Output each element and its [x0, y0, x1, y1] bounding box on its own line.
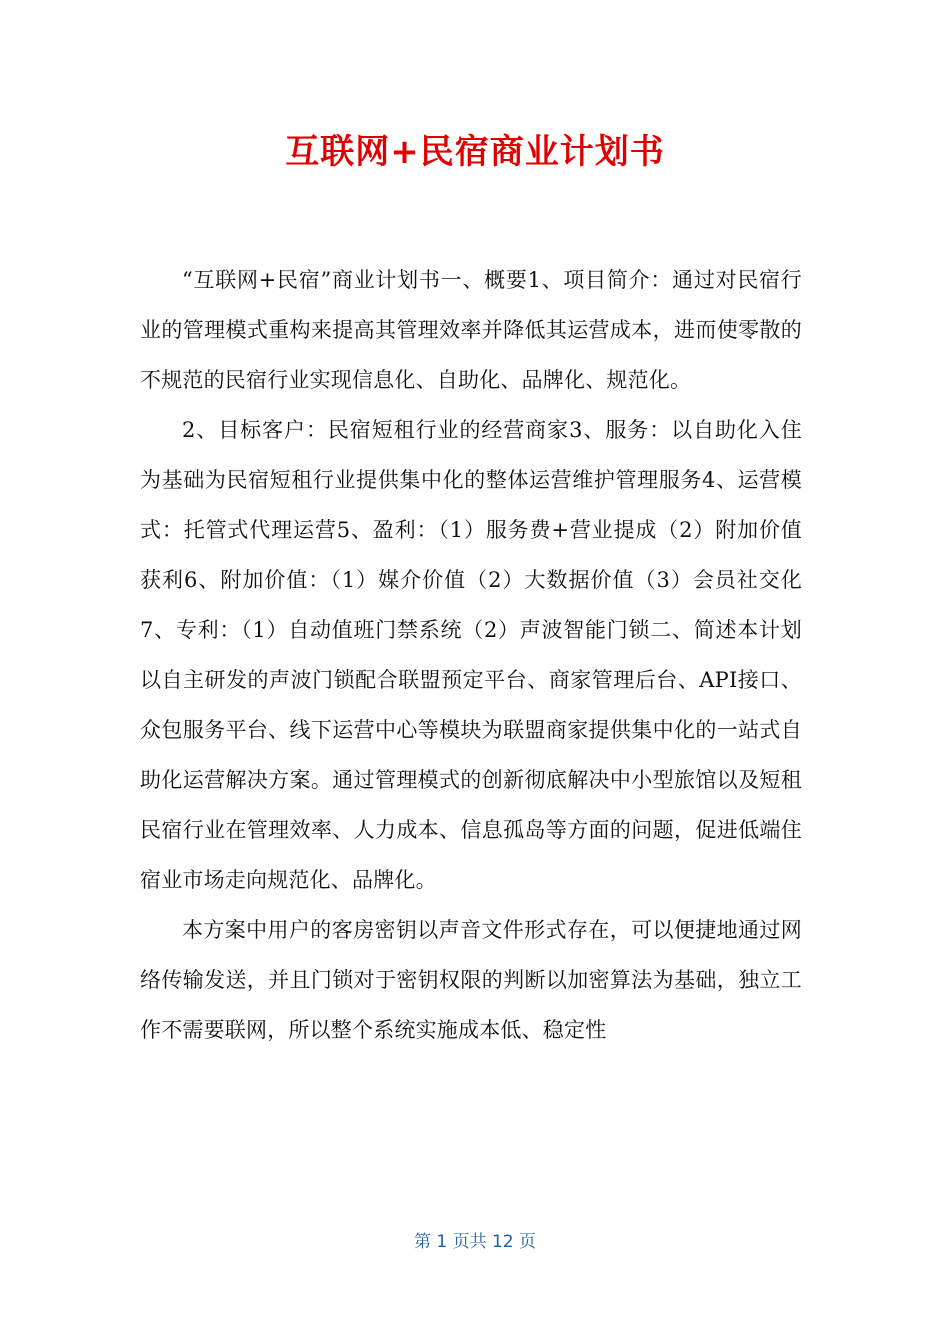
paragraph-key-description: 本方案中用户的客房密钥以声音文件形式存在，可以便捷地通过网络传输发送，并且门锁对于密钥权限的判断以加密算法为基础，独立工作不需要联网，所以整个系统实施成本低、稳定性: [140, 918, 802, 1042]
document-body: [140, 255, 802, 1055]
paragraph-summary: “互联网+民宿”商业计划书一、概要1、项目简介：通过对民宿行业的管理模式重构来提高其管理效率并降低其运营成本，进而使零散的不规范的民宿行业实现信息化、自助化、品牌化、规范化。: [140, 268, 802, 392]
document-title: 互联网+民宿商业计划书: [285, 132, 665, 172]
page-number-footer: 第 1 页共 12 页: [413, 1232, 537, 1252]
paragraph-details: 2、目标客户：民宿短租行业的经营商家3、服务：以自助化入住为基础为民宿短租行业提供集中化的整体运营维护管理服务4、运营模式：托管式代理运营5、盈利：（1）服务费+营业提成（2）附加价值获利6、附加价值：（1）媒介价值（2）大数据价值（3）会员社交化7、专利：（1）自动值班门禁系统（2）声波智能门锁二、简述本计划以自主研发的声波门锁配合联盟预定平台、商家管理后台、API接口、众包服务平台、线下运营中心等模块为联盟商家提供集中化的一站式自助化运营解决方案。通过管理模式的创新彻底解决中小型旅馆以及短租民宿行业在管理效率、人力成本、信息孤岛等方面的问题，促进低端住宿业市场走向规范化、品牌化。: [140, 418, 802, 892]
